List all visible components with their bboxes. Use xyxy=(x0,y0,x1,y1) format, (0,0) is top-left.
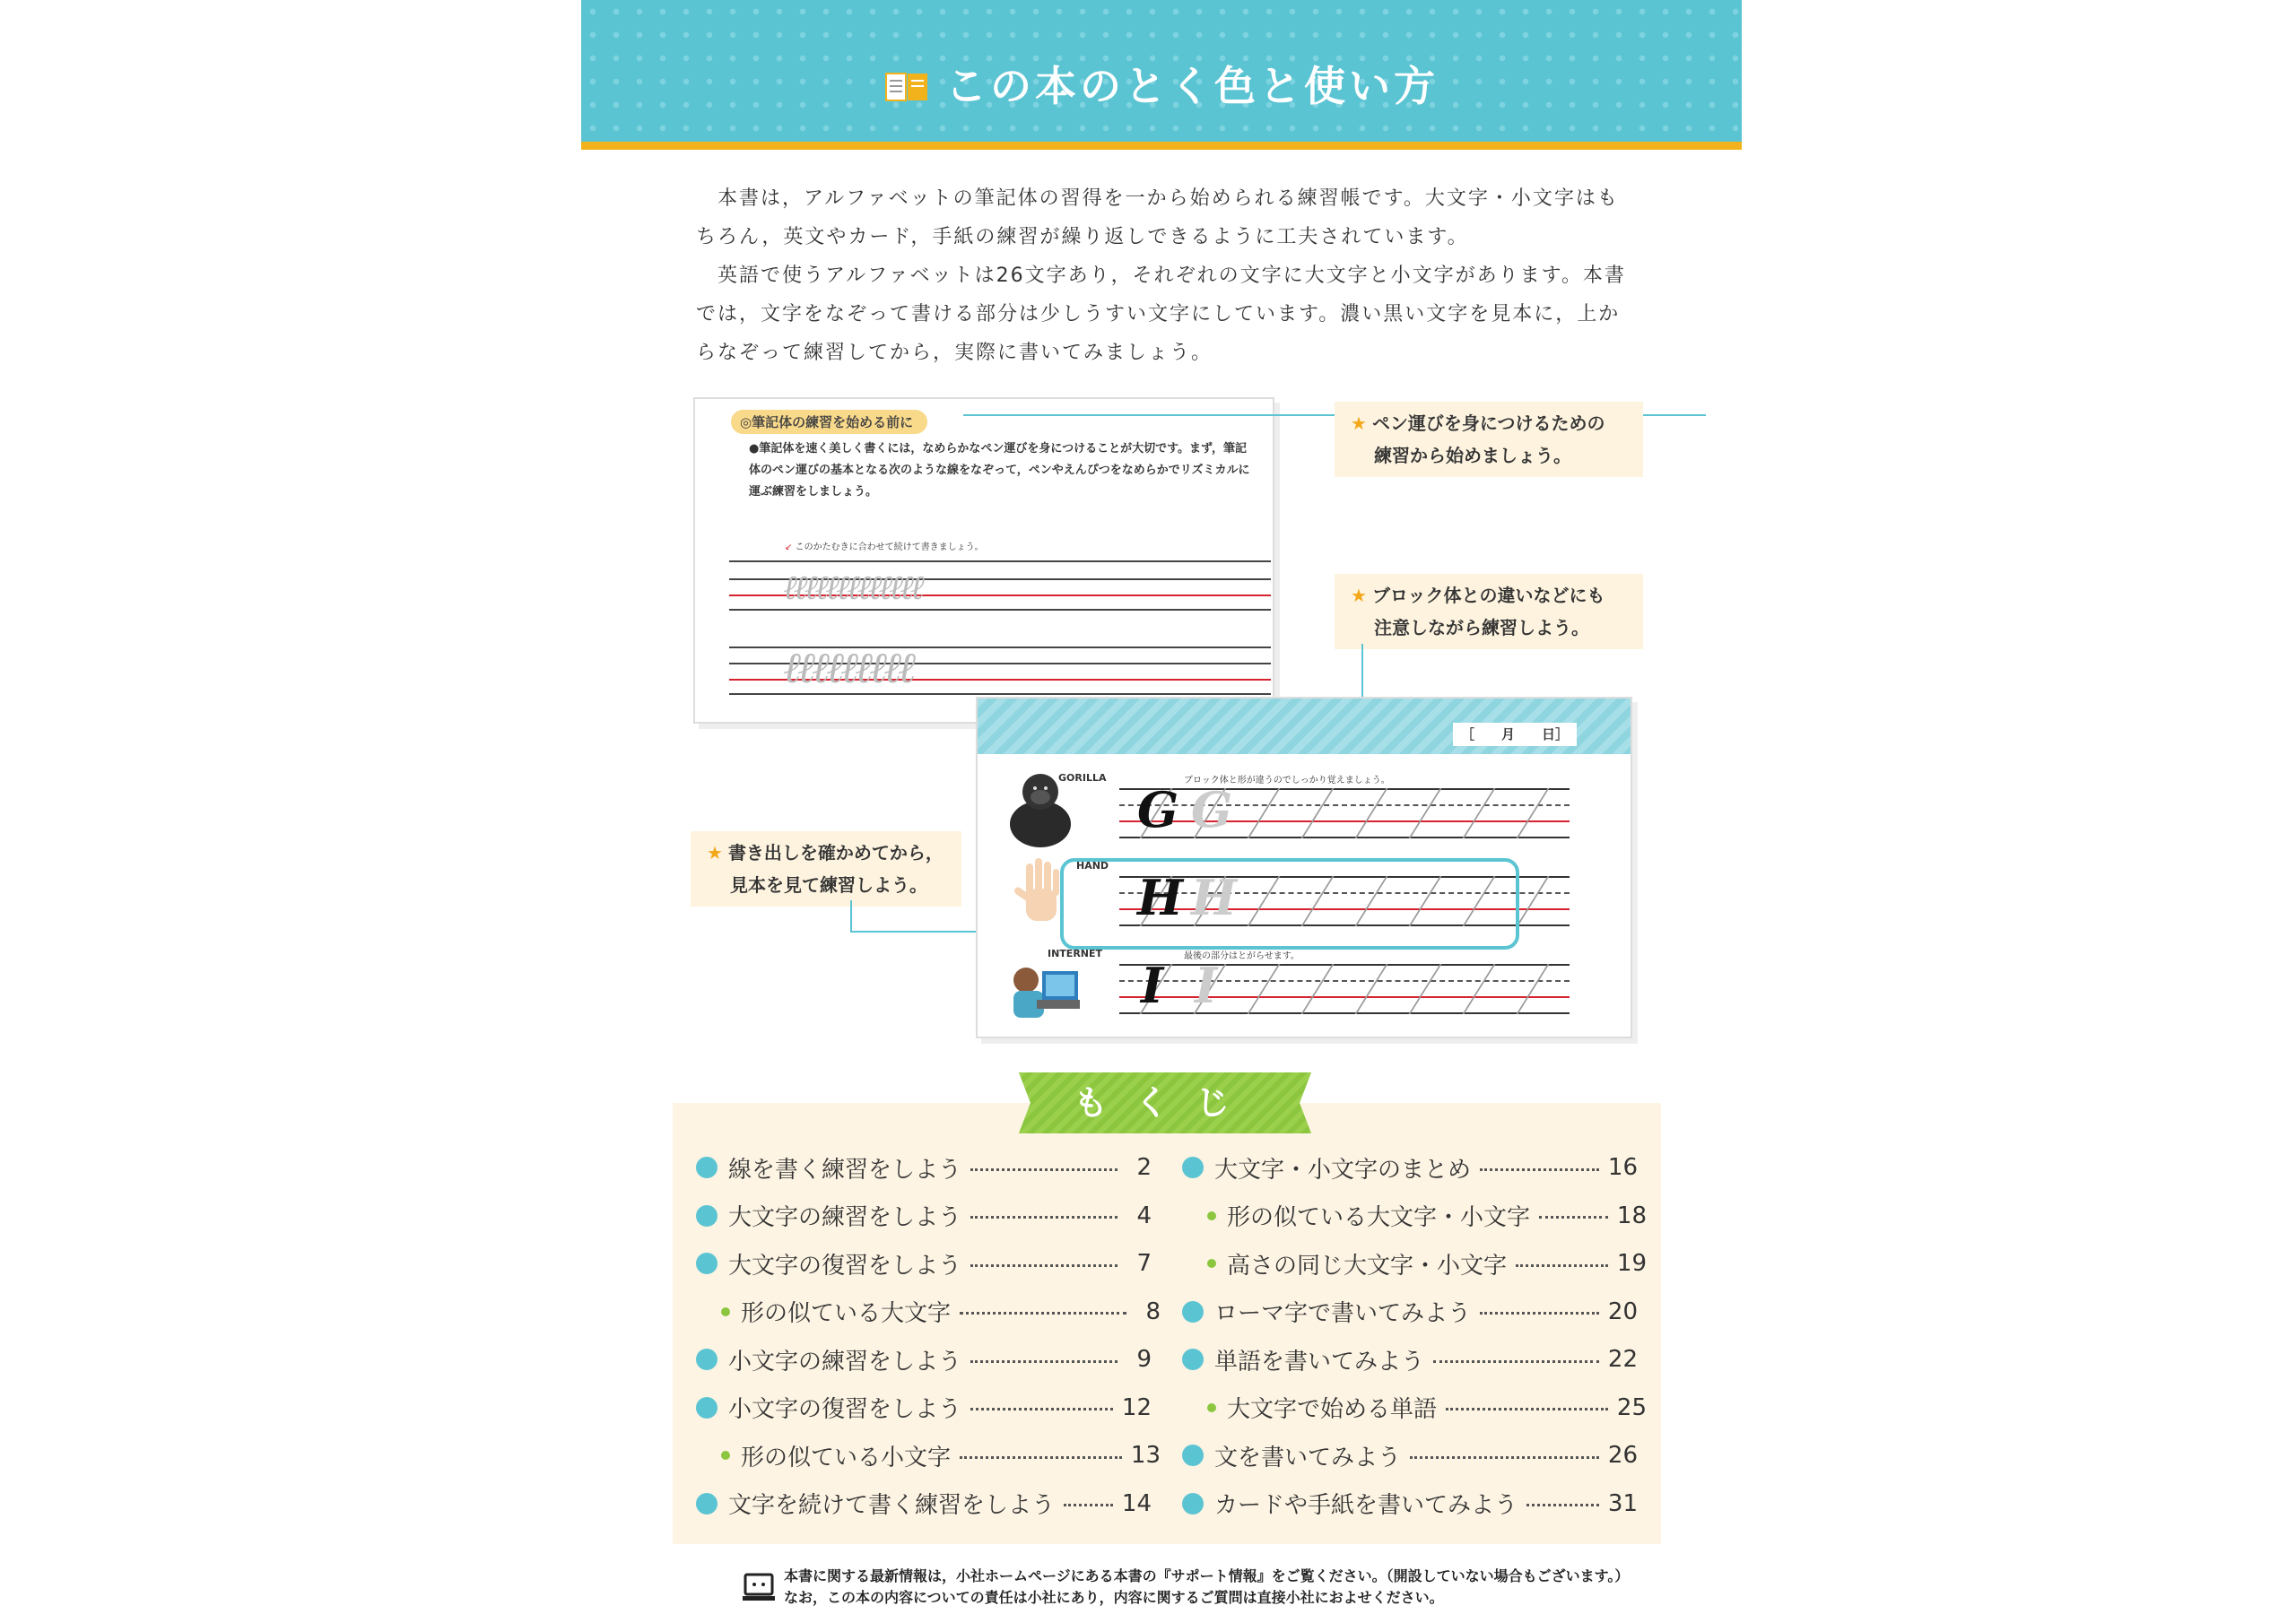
sample-section-label-text: 筆記体の練習を始める前に xyxy=(752,414,914,430)
toc-entry-page: 25 xyxy=(1616,1393,1647,1421)
model-glyph-h: H xyxy=(1137,869,1184,926)
toc-entry xyxy=(1182,1151,1638,1184)
highlight-frame xyxy=(1060,858,1519,950)
toc-leader-dots xyxy=(1480,1312,1599,1315)
toc-entry-label: 小文字の復習をしよう xyxy=(728,1396,962,1423)
word-note-1: ブロック体と形が違うのでしっかり覚えましょう。 xyxy=(1184,776,1390,785)
date-field: ［ 月 日］ xyxy=(1453,723,1577,746)
toc-entry xyxy=(1182,1488,1638,1520)
bullet-icon xyxy=(696,1349,718,1370)
toc-entry-label: 大文字で始める単語 xyxy=(1227,1396,1438,1423)
intro-paragraph-2: 英語で使うアルファベットは26文字あり，それぞれの文字に大文字と小文字があります。本書では，文字をなぞって書ける部分は少しうすい文字にしています。濃い黒い文字を見本に，上からなぞって練習してから，実際に書いてみましょう。 xyxy=(696,265,1626,364)
toc-entry-page: 19 xyxy=(1616,1250,1647,1277)
sub-bullet-icon xyxy=(721,1451,730,1460)
toc-entry-page: 7 xyxy=(1136,1250,1152,1277)
practice-lines-2 xyxy=(729,643,1271,697)
practice-row-internet xyxy=(1119,957,1570,1014)
bullet-icon xyxy=(696,1157,718,1178)
toc-entry-page: 22 xyxy=(1607,1346,1638,1373)
toc-title: もくじ xyxy=(1073,1083,1257,1123)
trace-glyph-g: G xyxy=(1191,781,1233,838)
toc-entry xyxy=(696,1200,1152,1232)
toc-entry xyxy=(696,1488,1152,1520)
callout-2-line-2: 注意しながら練習しよう。 xyxy=(1374,617,1589,638)
toc-leader-dots xyxy=(1446,1408,1608,1410)
toc-entry-page: 9 xyxy=(1136,1346,1152,1373)
sub-bullet-icon xyxy=(1207,1403,1216,1412)
sample-note-text: このかたむきに合わせて続けて書きましょう。 xyxy=(795,542,984,552)
bullet-icon xyxy=(1182,1493,1204,1515)
bullet-icon xyxy=(1182,1445,1204,1466)
trace-glyph-h: H xyxy=(1191,869,1238,926)
sub-bullet-icon xyxy=(721,1307,730,1316)
page xyxy=(581,0,1742,1623)
toc-entry xyxy=(696,1151,1152,1184)
toc-entry xyxy=(696,1296,1161,1328)
bullet-icon xyxy=(696,1205,718,1227)
callout-check-start xyxy=(691,831,961,907)
sample-note: ↙ このかたむきに合わせて続けて書きましょう。 xyxy=(785,542,984,552)
sample-page-words xyxy=(976,697,1632,1038)
sub-bullet-icon xyxy=(1207,1259,1216,1268)
toc-leader-dots xyxy=(970,1408,1113,1410)
toc-entry-page: 13 xyxy=(1130,1442,1161,1469)
bullet-icon xyxy=(1182,1157,1204,1178)
toc-entry xyxy=(1182,1343,1638,1376)
toc-leader-dots xyxy=(960,1456,1122,1459)
toc-entry-label: カードや手紙を書いてみよう xyxy=(1214,1492,1518,1519)
trace-glyphs-2: ℓℓℓℓℓℓℓℓℓ xyxy=(783,643,912,693)
bullet-icon xyxy=(696,1397,718,1419)
toc-entry-page: 26 xyxy=(1607,1442,1638,1469)
callout-block-letters xyxy=(1335,574,1643,649)
model-glyph-i: I xyxy=(1141,957,1164,1014)
word-gorilla: GORILLA xyxy=(1058,772,1107,784)
toc-entry-page: 8 xyxy=(1145,1298,1161,1325)
toc-entry-page: 14 xyxy=(1121,1489,1152,1517)
toc-entry-label: 形の似ている大文字 xyxy=(741,1300,952,1327)
footer-text xyxy=(784,1566,1629,1609)
computer-icon xyxy=(743,1573,775,1603)
star-icon: ★ xyxy=(1351,412,1367,434)
bullet-icon xyxy=(696,1493,718,1515)
footer-line-2: なお，この本の内容についての責任は小社にあり，内容に関するご質問は直接小社におよせください。 xyxy=(784,1589,1444,1606)
toc-entry-label: 文を書いてみよう xyxy=(1214,1444,1402,1471)
toc-leader-dots xyxy=(1433,1360,1599,1363)
sample-section-label: ◎筆記体の練習を始める前に xyxy=(731,410,927,434)
toc-leader-dots xyxy=(1410,1456,1599,1459)
toc-leader-dots xyxy=(970,1360,1118,1363)
toc-entry-label: 大文字の練習をしよう xyxy=(728,1204,962,1231)
toc-leader-dots xyxy=(970,1264,1118,1267)
toc-entry-label: 線を書く練習をしよう xyxy=(728,1156,962,1184)
toc-entry xyxy=(696,1343,1152,1376)
toc-entry xyxy=(1182,1392,1647,1424)
trace-glyph-i: I xyxy=(1195,957,1218,1014)
toc-leader-dots xyxy=(1539,1216,1608,1219)
sub-bullet-icon xyxy=(1207,1211,1216,1220)
trace-glyphs-1: ℓℓℓℓℓℓℓℓℓℓℓℓℓ xyxy=(783,568,921,607)
toc-entry-label: 大文字・小文字のまとめ xyxy=(1214,1156,1472,1184)
toc-entry-page: 31 xyxy=(1607,1489,1638,1517)
sample-header-bar xyxy=(978,699,1631,754)
toc-entry-label: ローマ字で書いてみよう xyxy=(1214,1300,1472,1327)
toc-entry xyxy=(1182,1200,1647,1232)
star-icon: ★ xyxy=(707,842,723,864)
toc-entry-page: 20 xyxy=(1607,1298,1638,1325)
practice-lines-1 xyxy=(729,560,1271,611)
toc-entry-page: 16 xyxy=(1607,1154,1638,1181)
toc-entry-label: 小文字の練習をしよう xyxy=(728,1348,962,1376)
sample-instruction: ●筆記体を速く美しく書くには，なめらかなペン運びを身につけることが大切です。まず，筆記体のペン運びの基本となる次のような線をなぞって，ペンやえんぴつをなめらかでリズミカルに運ぶ練習をしましょう。 xyxy=(749,442,1250,499)
toc-entry-page: 18 xyxy=(1616,1202,1647,1229)
toc-entry-label: 形の似ている大文字・小文字 xyxy=(1227,1204,1531,1231)
toc-entry-page: 4 xyxy=(1136,1202,1152,1229)
toc-leader-dots xyxy=(970,1216,1118,1219)
bullet-icon xyxy=(1182,1301,1204,1323)
toc-entry xyxy=(696,1247,1152,1280)
bullet-icon xyxy=(696,1253,718,1274)
footer-line-1: 本書に関する最新情報は，小社ホームページにある本書の『サポート情報』をご覧ください。（開設していない場合もございます。） xyxy=(784,1567,1630,1584)
practice-row-gorilla xyxy=(1119,781,1570,838)
star-icon: ★ xyxy=(1351,585,1367,606)
toc-leader-dots xyxy=(970,1168,1118,1171)
page-title-text: この本のとく色と使い方 xyxy=(945,62,1439,110)
toc-leader-dots xyxy=(1516,1264,1608,1267)
callout-1-line-2: 練習から始めましょう。 xyxy=(1374,445,1571,466)
toc-entry xyxy=(1182,1247,1647,1280)
model-glyph-g: G xyxy=(1137,781,1179,838)
connector-line-3a xyxy=(850,900,852,933)
toc-entry xyxy=(1182,1439,1638,1471)
toc-entry-label: 高さの同じ大文字・小文字 xyxy=(1227,1252,1508,1280)
intro-text xyxy=(696,179,1638,372)
page-title xyxy=(581,54,1742,113)
callout-pen-practice xyxy=(1335,402,1643,477)
word-internet: INTERNET xyxy=(1048,948,1103,959)
toc-entry-page: 2 xyxy=(1136,1154,1152,1181)
word-note-3: 最後の部分はとがらせます。 xyxy=(1184,951,1300,961)
callout-3-line-2: 見本を見て練習しよう。 xyxy=(730,874,927,896)
header-stripe xyxy=(581,142,1742,150)
toc-entry-label: 単語を書いてみよう xyxy=(1214,1348,1425,1376)
toc-entry-label: 形の似ている小文字 xyxy=(741,1444,952,1471)
toc-leader-dots xyxy=(1480,1168,1599,1171)
toc-leader-dots xyxy=(960,1312,1126,1315)
callout-3-line-1: 書き出しを確かめてから， xyxy=(727,842,944,864)
toc-entry-label: 文字を続けて書く練習をしよう xyxy=(728,1492,1056,1519)
sample-page-lines xyxy=(693,397,1274,724)
toc-entry-page: 12 xyxy=(1121,1393,1152,1421)
intro-paragraph-1: 本書は，アルファベットの筆記体の習得を一から始められる練習帳です。大文字・小文字はもちろん，英文やカード，手紙の練習が繰り返しできるように工夫されています。 xyxy=(696,187,1619,248)
callout-1-line-1: ペン運びを身につけるための xyxy=(1371,412,1605,434)
toc-leader-dots xyxy=(1064,1504,1113,1506)
toc-leader-dots xyxy=(1526,1504,1599,1506)
open-book-icon xyxy=(884,68,929,104)
internet-illustration xyxy=(1006,957,1082,1023)
bullet-icon xyxy=(1182,1349,1204,1370)
callout-2-line-1: ブロック体との違いなどにも xyxy=(1371,585,1605,606)
word-hand: HAND xyxy=(1076,860,1109,872)
toc-entry-label: 大文字の復習をしよう xyxy=(728,1252,962,1280)
toc-entry xyxy=(696,1439,1161,1471)
toc-entry xyxy=(696,1392,1152,1424)
toc-entry xyxy=(1182,1296,1638,1328)
